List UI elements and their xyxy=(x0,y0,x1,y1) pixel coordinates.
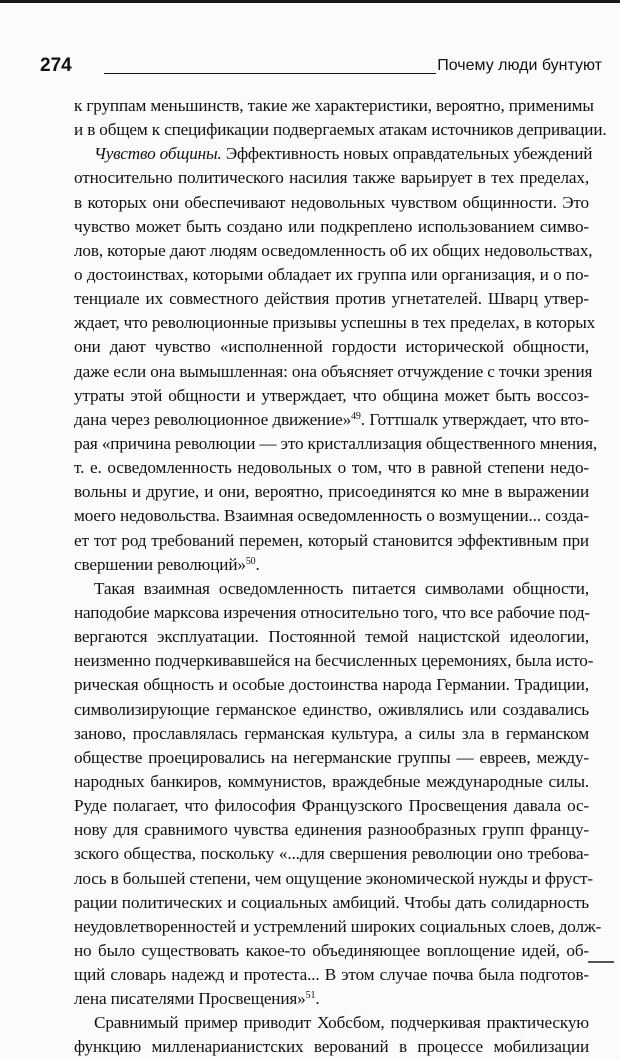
text-line xyxy=(74,263,589,287)
text-line xyxy=(74,722,589,746)
text-line xyxy=(74,577,589,601)
section-run-in-heading: Чувство общины. xyxy=(94,144,222,164)
text-segment: дана через революционное движение» xyxy=(74,409,352,429)
text-line xyxy=(74,1011,589,1035)
text-line xyxy=(74,118,607,142)
text-segment: вольны и другие, и они, вероятно, присоединятся ко мне в выражении xyxy=(74,482,589,502)
text-line xyxy=(74,239,593,263)
text-line xyxy=(74,553,589,577)
text-segment: Эффективность новых оправдательных убеждений xyxy=(221,144,593,164)
text-segment: . xyxy=(255,554,260,574)
text-line xyxy=(74,504,589,528)
text-segment: лена писателями Просвещения» xyxy=(74,989,306,1009)
text-line xyxy=(74,432,598,456)
text-line xyxy=(74,456,589,480)
text-segment: даже если она вымышленная: она объясняет отчуждение с точки зрения xyxy=(74,361,593,381)
text-segment: утраты этой общности и утверждает, что община может быть воссоз- xyxy=(74,385,589,405)
text-line xyxy=(74,987,589,1011)
text-segment: рическая общность и особые достоинства народа Германии. Традиции, xyxy=(74,675,589,695)
text-segment: Руде полагает, что философия Французского Просвещения давала ос- xyxy=(74,796,589,816)
text-segment: рации политических и социальных амбиций. Чтобы дать солидарность xyxy=(74,892,589,912)
text-segment: о достоинствах, которыми обладает их группа или организация, и о по- xyxy=(74,264,589,284)
body-text xyxy=(74,94,607,1060)
text-line xyxy=(74,94,594,118)
running-title: Почему люди бунтуют xyxy=(437,57,602,74)
text-segment: чувство может быть создано или подкреплено использованием симво- xyxy=(74,216,589,236)
text-line xyxy=(74,529,589,553)
text-segment: ждает, что революционные призывы успешны в тех пределах, в которых xyxy=(74,313,596,333)
text-segment: функцию милленарианистских верований в процессе мобилизации xyxy=(74,1037,589,1057)
text-segment: . Готтшалк утверждает, что вто- xyxy=(360,409,589,429)
text-line xyxy=(74,698,589,722)
text-segment: Такая взаимная осведомленность питается символами общности, xyxy=(94,578,589,598)
text-segment: они дают чувство «исполненной гордости исторической общности, xyxy=(74,337,589,357)
corner-mark xyxy=(588,961,614,963)
text-line xyxy=(74,891,589,915)
text-line xyxy=(74,360,593,384)
page-header xyxy=(40,54,602,80)
text-segment: зского общества, поскольку «...для свершения революции оно требова- xyxy=(74,844,589,864)
text-line xyxy=(74,215,589,239)
text-line xyxy=(74,166,589,190)
text-line xyxy=(74,335,589,359)
text-line xyxy=(74,939,589,963)
text-segment: ет тот род требований перемен, который становится эффективным при xyxy=(74,530,589,550)
text-line xyxy=(74,915,602,939)
text-line xyxy=(74,408,589,432)
text-segment: народных банкиров, коммунистов, враждебные международные силы. xyxy=(74,771,589,791)
text-segment: моего недовольства. Взаимная осведомленность о возмущении... созда- xyxy=(74,506,589,526)
text-segment: лов, которые дают людям осведомленность об их общих недовольствах, xyxy=(74,240,593,260)
text-segment: но было существовать какое-то объединяющее воплощение идей, об- xyxy=(74,940,589,960)
text-line xyxy=(74,673,589,697)
text-segment: обществе проецировались на негерманские группы — евреев, между- xyxy=(74,747,589,767)
footnote-marker: 50 xyxy=(245,555,256,567)
text-line xyxy=(74,287,589,311)
text-segment: и в общем к спецификации подвергаемых атакам источников депривации. xyxy=(74,120,607,140)
text-segment: нову для сравнимого чувства единения разнообразных групп францу- xyxy=(74,820,589,840)
text-line xyxy=(74,311,596,335)
text-line xyxy=(74,191,589,215)
text-line xyxy=(74,770,589,794)
text-segment: символизирующие германское единство, оживлялись или создавались xyxy=(74,699,589,719)
text-line xyxy=(74,384,589,408)
text-line xyxy=(74,625,589,649)
text-segment: к группам меньшинств, такие же характеристики, вероятно, применимы xyxy=(74,96,594,115)
text-segment: Сравнимый пример приводит Хобсбом, подчеркивая практическую xyxy=(94,1013,589,1033)
text-line xyxy=(74,842,589,866)
text-segment: тенциале их совместного действия против угнетателей. Шварц утвер- xyxy=(74,289,589,309)
text-line xyxy=(74,794,589,818)
text-line xyxy=(74,1035,589,1059)
text-line xyxy=(74,746,589,770)
text-segment: рая «причина революции — это кристаллизация общественного мнения, xyxy=(74,433,598,453)
text-segment: т. е. осведомленность недовольных о том, что в равной степени недо- xyxy=(74,458,589,478)
text-segment: в которых они обеспечивают недовольных чувством общинности. Это xyxy=(74,192,589,212)
footnote-marker: 49 xyxy=(351,410,361,422)
text-line xyxy=(74,963,589,987)
header-rule xyxy=(104,73,436,74)
text-segment: . xyxy=(315,989,320,1009)
text-segment: неизменно подчеркивавшейся на бесчисленных церемониях, была исто- xyxy=(74,651,594,671)
text-line xyxy=(74,601,589,625)
text-line xyxy=(74,867,593,891)
text-line xyxy=(74,142,593,166)
text-segment: свершении революций» xyxy=(74,554,246,574)
footnote-marker: 51 xyxy=(305,990,316,1002)
text-segment: вергаются эксплуатации. Постоянной темой нацистской идеологии, xyxy=(74,627,589,647)
text-segment: щий словарь надежд и протеста... В этом случае почва была подготов- xyxy=(74,965,589,985)
text-line xyxy=(74,818,589,842)
text-segment: неудовлетворенностей и устремлений широких социальных слоев, долж- xyxy=(74,916,602,936)
text-segment: наподобие марксова изречения относительно того, что все рабочие под- xyxy=(74,602,590,622)
text-line xyxy=(74,649,594,673)
text-line xyxy=(74,480,589,504)
top-edge-rule xyxy=(0,0,620,3)
text-segment: заново, прославлялась германская культура, а силы зла в германском xyxy=(74,723,589,743)
text-segment: относительно политического насилия также варьирует в тех пределах, xyxy=(74,168,589,188)
page-number: 274 xyxy=(40,55,72,76)
text-segment: лось в большей степени, чем ощущение экономической нужды и фруст- xyxy=(74,868,593,888)
